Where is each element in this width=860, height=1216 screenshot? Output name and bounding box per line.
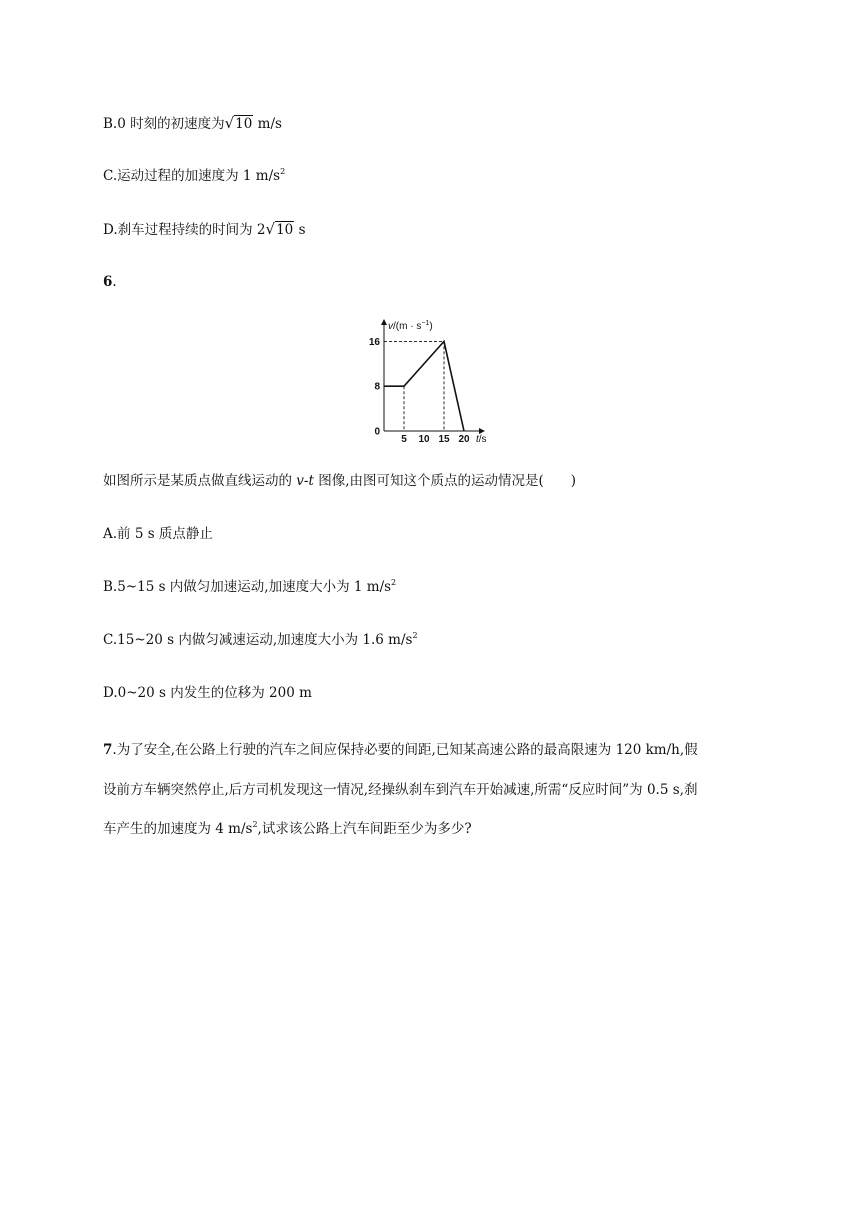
q5-option-d-text: D.刹车过程持续的时间为 2 (103, 222, 266, 238)
q7-line-2: 设前方车辆突然停止,后方司机发现这一情况,经操纵刹车到汽车开始减速,所需“反应时间”为 0.5 s,刹 (103, 782, 698, 798)
x-tick-label: 5 (401, 434, 407, 445)
x-axis-label: t/s (476, 434, 487, 445)
y-tick-label: 16 (368, 336, 380, 348)
x-tick-label: 10 (418, 434, 430, 445)
x-tick-label: 15 (438, 434, 450, 445)
q5-option-d: D.刹车过程持续的时间为 2√10 s (103, 220, 306, 238)
q7-line-3: 车产生的加速度为 4 $m/s^2$,试求该公路上汽车间距至少为多少? (103, 820, 472, 837)
q7-line-1: 7.为了安全,在公路上行驶的汽车之间应保持必要的间距,已知某高速公路的最高限速为 120 km/h,假 (103, 742, 698, 758)
q5-option-b-text: B.0 时刻的初速度为 (103, 116, 225, 132)
q5-option-c: C.运动过程的加速度为 1 $m/s^2$ (103, 167, 286, 184)
y-tick-label: 0 (374, 426, 380, 438)
q7-number: 7 (103, 742, 113, 758)
y-tick-label: 8 (374, 381, 380, 393)
y-axis-label: $v/(m \cdot s^{-1})$ (388, 320, 433, 332)
velocity-line (384, 341, 464, 431)
sqrt-symbol: √10 (265, 220, 294, 238)
sqrt-symbol: √10 (224, 114, 253, 132)
q6-option-d: D.0~20 s 内发生的位移为 200 m (103, 685, 312, 701)
q6-stem: 如图所示是某质点做直线运动的 v-t 图像,由图可知这个质点的运动情况是( ) (103, 473, 577, 489)
q6-option-a: A.前 5 s 质点静止 (103, 526, 213, 542)
q5-option-c-text: C.运动过程的加速度为 1 m/s (103, 168, 281, 184)
x-tick-label: 20 (458, 434, 470, 445)
q6-option-b: B.5~15 s 内做匀加速运动,加速度大小为 1 $m/s^2$ (103, 578, 397, 595)
q5-option-b: B.0 时刻的初速度为√10 m/s (103, 114, 282, 132)
vt-graph (360, 312, 510, 447)
q6-option-c: C.15~20 s 内做匀减速运动,加速度大小为 1.6 $m/s^2$ (103, 631, 418, 648)
q6-number: 6. (103, 274, 117, 290)
